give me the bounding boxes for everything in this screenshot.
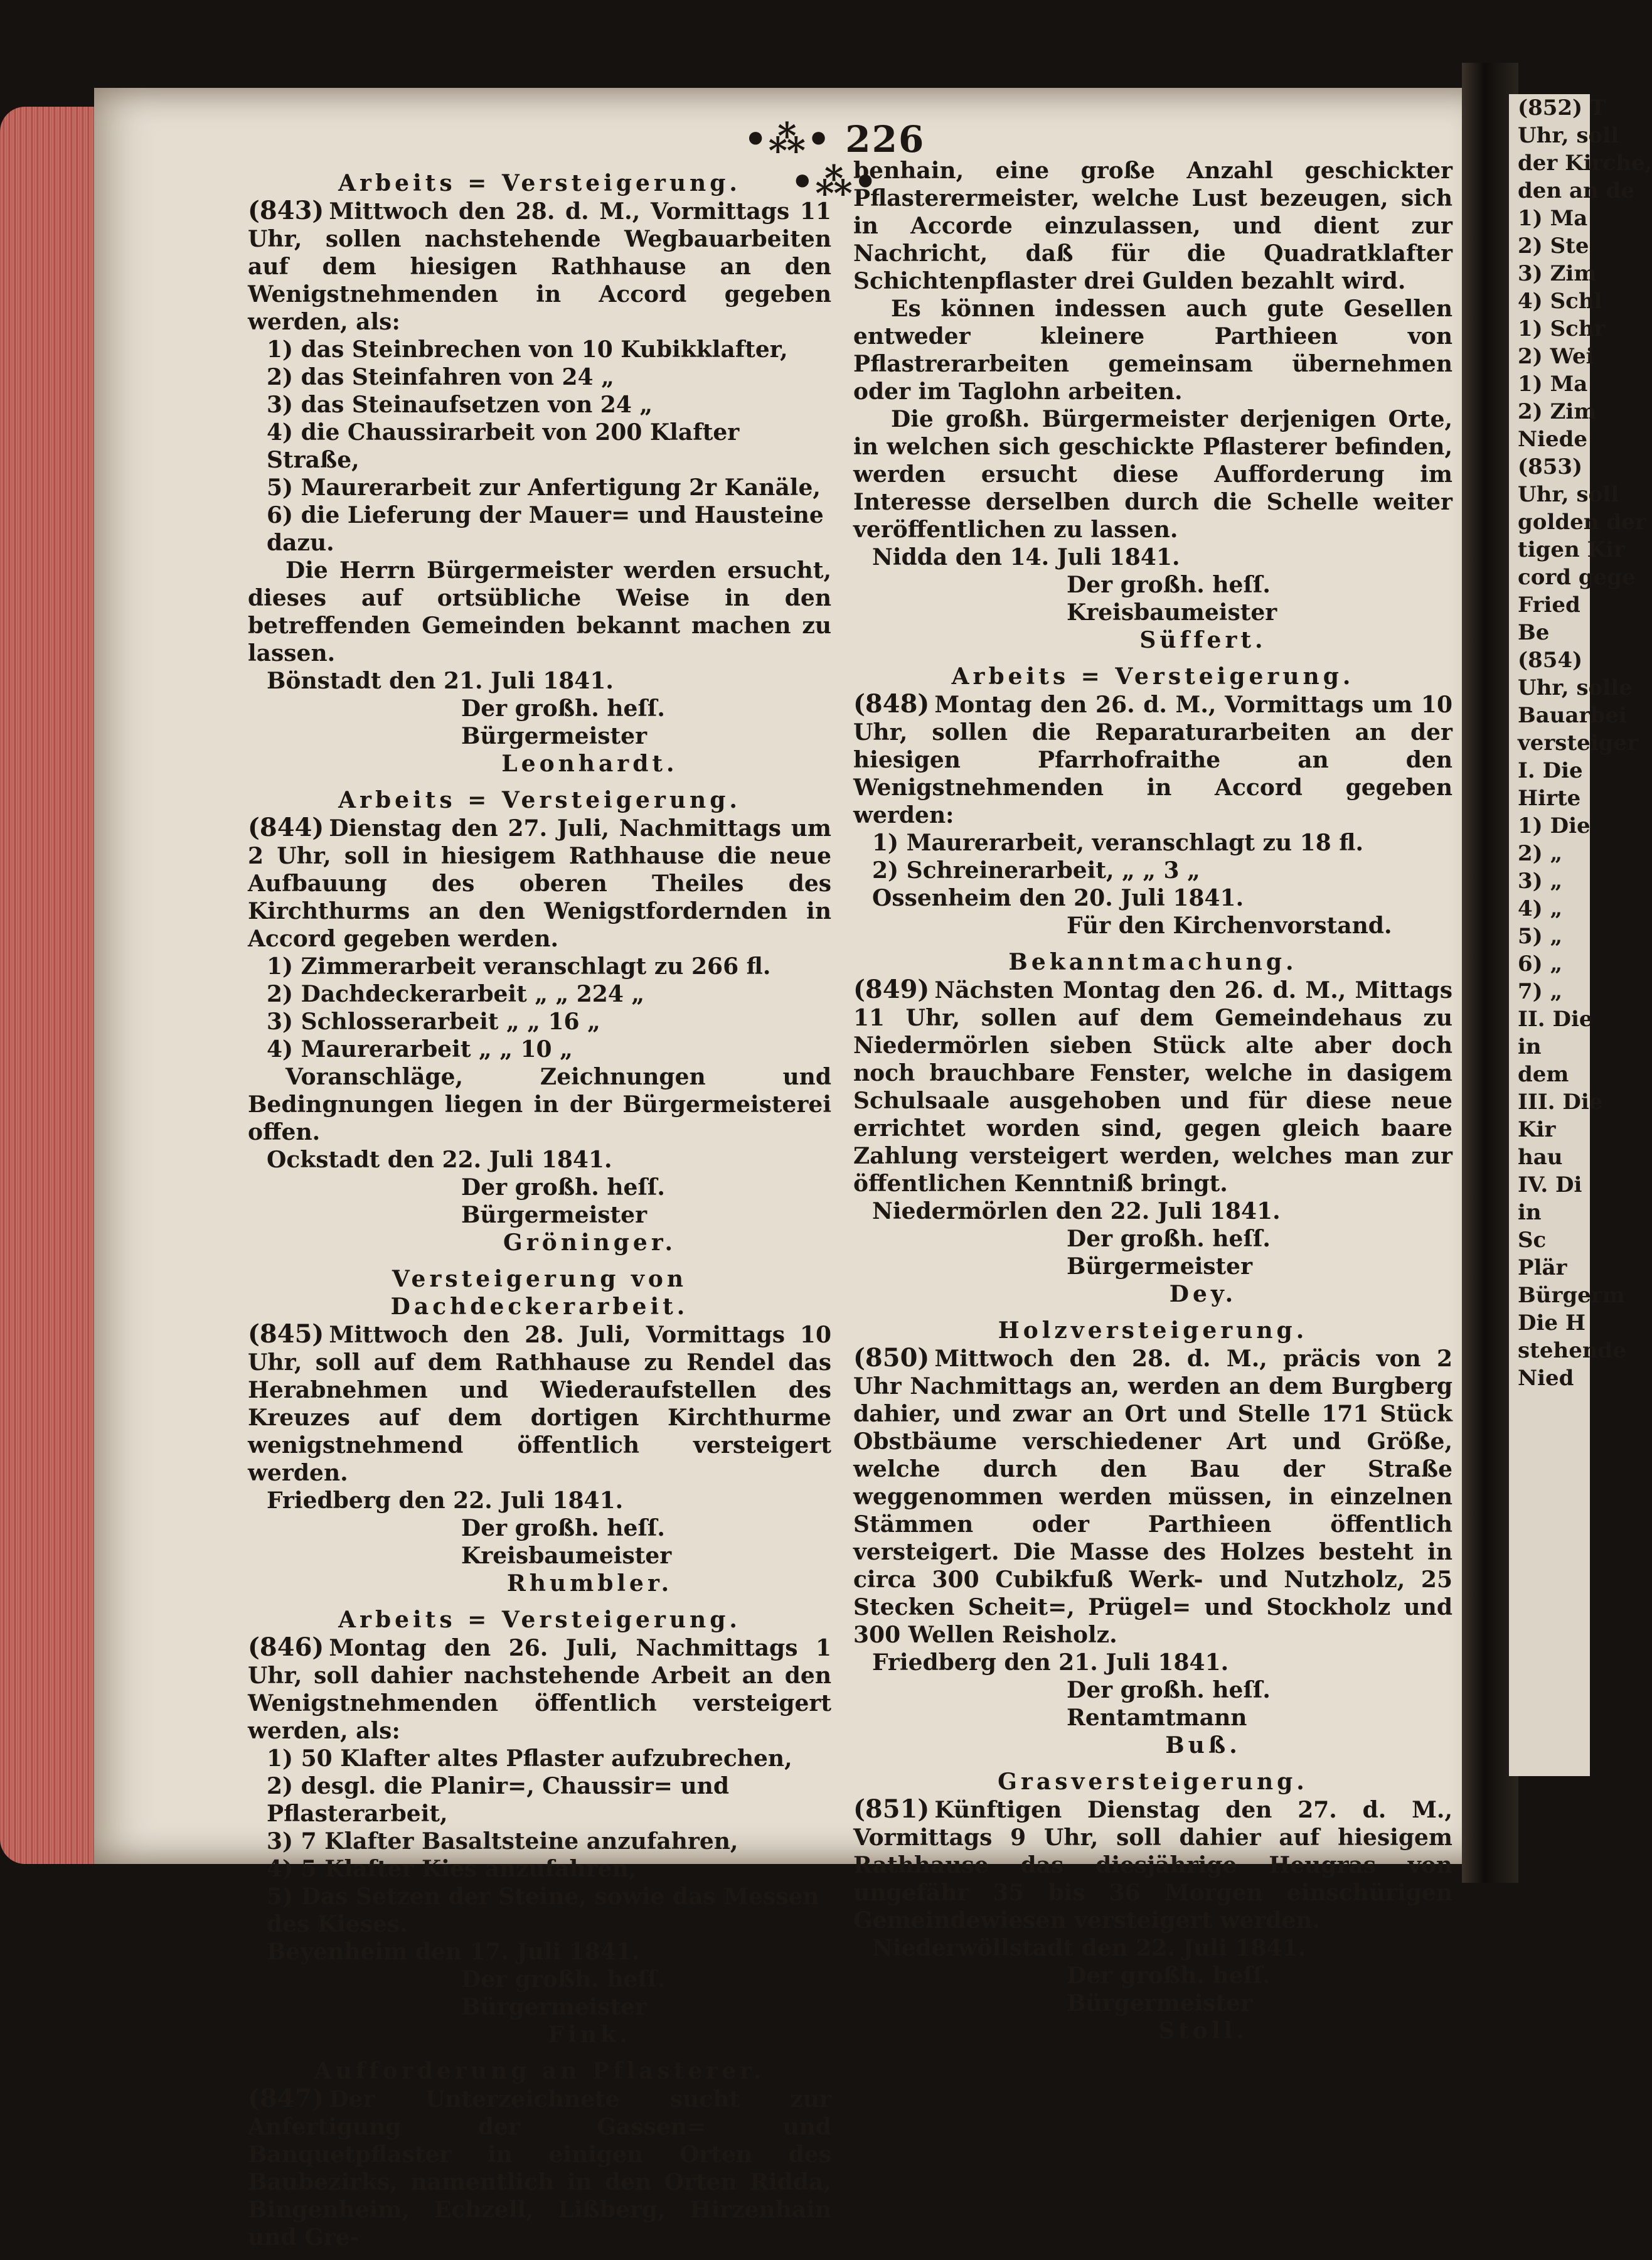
next-page-line: 1) Ma — [1518, 206, 1588, 231]
place-date: Ossenheim den 20. Juli 1841. — [872, 885, 1244, 911]
next-page-line: IV. Di — [1518, 1172, 1582, 1197]
signature-title: Der großh. heſſ. Bürgermeister — [1067, 1963, 1271, 2016]
notice-text: Mittwoch den 28. d. M., präcis von 2 Uhr Nachmittags an, werden an dem Burgberg dahier, und zwar an Ort und Stelle 171 Stück Obstbäume verschiedener Art und Größe, welche durch den Bau der Straße weggenommen werden müssen, in einzelnen Stämmen oder Parthieen öffentlich versteigert. Die Masse des Holzes besteht in circa 300 Cubikfuß Werk- und Nutzholz, 25 Stecken Scheit=, Prügel= und Stockholz und 300 Wellen Reisholz. — [853, 1346, 1452, 1648]
list-item: 6) die Lieferung der Mauer= und Hausteine dazu. — [267, 502, 824, 556]
notice-body — [248, 814, 831, 953]
ornament-left: •⁂• — [743, 118, 832, 161]
next-page-line: 1) Schr — [1518, 316, 1606, 341]
next-page-line: 4) „ — [1518, 896, 1563, 921]
list-item: 1) 50 Klafter altes Pflaster aufzubrechen, — [267, 1745, 792, 1772]
next-page-line: 5) „ — [1518, 924, 1563, 949]
notice-number: (845) — [248, 1319, 324, 1349]
place-date: Friedberg den 22. Juli 1841. — [267, 1487, 624, 1514]
notice — [853, 663, 1452, 940]
next-page-line: Plär — [1518, 1255, 1567, 1280]
notice-text: Dienstag den 27. Juli, Nachmittags um 2 Uhr, soll in hiesigem Rathhause die neue Aufbauung des oberen Theiles des Kirchthurms an den Wenigstfordernden in Accord gegeben werden. — [248, 815, 831, 952]
next-page-line: 6) „ — [1518, 951, 1563, 977]
notice-text: Mittwoch den 28. d. M., Vormittags 11 Uhr, sollen nachstehende Wegbauarbeiten auf dem hiesigen Rathhause an den Wenigstnehmenden in Accord gegeben werden, als: — [248, 198, 831, 335]
next-page-line: (852) T — [1518, 95, 1606, 120]
notice-paragraph: Es können indessen auch gute Gesellen entweder kleinere Parthieen von Pflastrerarbeiten gemeinsam übernehmen oder im Taglohn arbeiten. — [853, 296, 1452, 405]
next-page-line: (854) — [1518, 648, 1583, 673]
next-page-line: Sc — [1518, 1228, 1547, 1253]
next-page-line: Hirte — [1518, 786, 1581, 811]
signature-name: Buß. — [1165, 1732, 1241, 1759]
next-page-line: Kir — [1518, 1117, 1556, 1142]
list-item: 4) 5 Klafter Kies anzufahren, — [267, 1856, 637, 1882]
notice-body — [853, 1344, 1452, 1649]
notice-text: Der Unterzeichnete sucht zur Anfertigung der Gassen= und Banquetpflaster in einigen Orten des Baubezirks, namentlich in den Orten Ridda, Bingenheim, Echzell, Lißberg, Hirzenhain und Gre- — [248, 2086, 831, 2251]
signature-title: Der großh. heſſ. Kreisbaumeister — [461, 1515, 672, 1569]
notice-heading: Arbeits = Versteigerung. — [338, 170, 741, 196]
next-page-line: versteiger — [1518, 731, 1639, 756]
notice-text: Montag den 26. Juli, Nachmittags 1 Uhr, soll dahier nachstehende Arbeit an den Wenigstnehmenden öffentlich versteigert werden, als: — [248, 1635, 831, 1744]
next-page-line: I. Die — [1518, 758, 1583, 783]
notice-number: (850) — [853, 1343, 930, 1373]
place-date: Bönstadt den 21. Juli 1841. — [267, 668, 614, 694]
ornament-right: •⁂• — [791, 161, 878, 203]
next-page-line: 3) Zim — [1518, 261, 1597, 286]
signature-name: Dey. — [1169, 1281, 1237, 1307]
notice-heading: Arbeits = Versteigerung. — [951, 663, 1355, 690]
notice-body — [248, 1634, 831, 1745]
signature-title: Der großh. heſſ. Bürgermeister — [461, 1966, 665, 2020]
notice — [248, 1265, 831, 1597]
list-item: 4) Maurerarbeit „ „ 10 „ — [267, 1036, 573, 1063]
notice-heading: Grasversteigerung. — [998, 1769, 1308, 1795]
notice-heading: Arbeits = Versteigerung. — [338, 1607, 741, 1633]
notice-text: Montag den 26. d. M., Vormittags um 10 Uhr, sollen die Reparaturarbeiten an der hiesigen Pfarrhofraithe an den Wenigstnehmenden in Accord gegeben werden: — [853, 692, 1452, 828]
place-date: Ockstadt den 22. Juli 1841. — [267, 1147, 612, 1173]
notice-paragraph: Die großh. Bürgermeister derjenigen Orte, in welchen sich geschickte Pflasterer befinden, werden ersucht diese Aufforderung im Interesse derselben durch die Schelle weiter veröffentlichen zu lassen. — [853, 406, 1452, 543]
next-page-line: in — [1518, 1034, 1542, 1059]
signature-title: Für den Kirchenvorstand. — [1067, 913, 1392, 939]
notice-heading: Holzversteigerung. — [998, 1317, 1308, 1344]
next-page-line: hau — [1518, 1145, 1563, 1170]
list-item: 4) die Chaussirarbeit von 200 Klafter Straße, — [267, 419, 740, 473]
notice — [853, 157, 1452, 654]
signature-name: Stoll. — [1158, 2018, 1248, 2044]
place-date: Niederwöllstadt den 22. Juli 1841. — [872, 1935, 1306, 1961]
notice — [248, 169, 831, 778]
next-page-line: III. Die — [1518, 1090, 1603, 1115]
list-item: 2) Schreinerarbeit, „ „ 3 „ — [872, 857, 1200, 884]
next-page-line: Nied — [1518, 1366, 1574, 1391]
next-page-line: 4) Schl — [1518, 289, 1602, 314]
list-item: 5) Maurerarbeit zur Anfertigung 2r Kanäle, — [267, 474, 821, 501]
next-page-line: 2) Zim — [1518, 399, 1597, 424]
next-page-line: Fried — [1518, 592, 1580, 618]
next-page-line: Bauarbei — [1518, 703, 1627, 728]
signature-name: Gröninger. — [503, 1229, 677, 1256]
notice-heading: Versteigerung von Dachdeckerarbeit. — [390, 1266, 689, 1320]
notice-text: Nächsten Montag den 26. d. M., Mittags 11 Uhr, sollen auf dem Gemeindehaus zu Niedermörlen sieben Stück alte aber doch noch brauchbare Fenster, welche in dasigem Schulsaale ausgehoben und für diese neue errichtet worden sind, gegen gleich baare Zahlung versteigert werden, welches man zur öffentlichen Kenntniß bringt. — [853, 977, 1452, 1197]
next-page-line: 2) Ste — [1518, 233, 1589, 259]
next-page-line: den an de — [1518, 178, 1634, 203]
place-date: Nidda den 14. Juli 1841. — [872, 544, 1180, 570]
next-page-line: II. Die — [1518, 1007, 1593, 1032]
notice — [248, 1606, 831, 2048]
next-page-line: tigen Kir — [1518, 537, 1625, 562]
next-page-line: (853) — [1518, 454, 1583, 479]
notice — [853, 948, 1452, 1308]
list-item: 2) das Steinfahren von 24 „ — [267, 364, 614, 390]
notice-number: (847) — [248, 2084, 324, 2113]
notice-number: (849) — [853, 975, 930, 1004]
notice-heading: Bekanntmachung. — [1008, 949, 1298, 975]
next-page-line: Be — [1518, 620, 1550, 645]
notice-body — [853, 1796, 1452, 1934]
signature-name: Rhumbler. — [506, 1570, 673, 1597]
notice-number: (848) — [853, 689, 930, 719]
left-column — [248, 169, 831, 2260]
list-item: 3) Schlosserarbeit „ „ 16 „ — [267, 1009, 600, 1035]
next-page-line: 2) Wei — [1518, 344, 1594, 369]
notice-heading: Arbeits = Versteigerung. — [338, 787, 741, 813]
next-page-line: 2) „ — [1518, 841, 1563, 866]
list-item: 3) das Steinaufsetzen von 24 „ — [267, 392, 653, 418]
notice-number: (844) — [248, 813, 324, 842]
list-item: 2) desgl. die Planir=, Chaussir= und Pflasterarbeit, — [267, 1773, 729, 1827]
place-date: Friedberg den 21. Juli 1841. — [872, 1649, 1229, 1676]
list-item: 5) Das Setzen der Steine, sowie das Messen des Kieses. — [267, 1883, 819, 1937]
book-page-edges — [0, 107, 110, 1864]
signature-title: Der großh. heſſ. Kreisbaumeister — [1067, 572, 1277, 626]
notice-body — [248, 197, 831, 336]
place-date: Beyenheim den 17. Juli 1841. — [267, 1939, 640, 1965]
notice-body — [248, 2085, 831, 2251]
signature-title: Der großh. heſſ. Bürgermeister — [461, 695, 665, 749]
list-item: 1) das Steinbrechen von 10 Kubikklafter, — [267, 336, 788, 363]
signature-title: Der großh. heſſ. Bürgermeister — [1067, 1226, 1271, 1280]
notice-body — [853, 157, 1452, 295]
notice-text: Künftigen Dienstag den 27. d. M., Vormittags 9 Uhr, soll dahier auf hiesigem Rathhause das diesjährige Heugras von ungefähr 35 bis 36 Morgen einschürigen Gemeindewiesen versteigert werden. — [853, 1797, 1452, 1934]
place-date: Niedermörlen den 22. Juli 1841. — [872, 1198, 1281, 1224]
notice-heading: Aufforderung an Pflasterer. — [314, 2058, 765, 2084]
next-page-line: Uhr, soll — [1518, 482, 1619, 507]
next-page-line: dem — [1518, 1062, 1569, 1087]
list-item: 2) Dachdeckerarbeit „ „ 224 „ — [267, 981, 645, 1007]
notice-text: Mittwoch den 28. Juli, Vormittags 10 Uhr, soll auf dem Rathhause zu Rendel das Herabnehmen und Wiederaufstellen des Kreuzes auf dem dortigen Kirchthurme wenigstnehmend öffentlich versteigert werden. — [248, 1322, 831, 1486]
next-page-fragment — [1509, 94, 1652, 1776]
next-page-line: 1) Die — [1518, 813, 1591, 838]
notice-number: (843) — [248, 196, 324, 225]
list-item: 1) Maurerarbeit, veranschlagt zu 18 fl. — [872, 830, 1364, 856]
signature-title: Der großh. heſſ. Rentamtmann — [1067, 1677, 1271, 1731]
signature-title: Der großh. heſſ. Bürgermeister — [461, 1174, 665, 1228]
notice — [248, 786, 831, 1256]
notice-text: benhain, eine große Anzahl geschickter Pflasterermeister, welche Lust bezeugen, sich in Accorde einzulassen, und dient zur Nachricht, daß für die Quadratklafter Schichtenpflaster drei Gulden bezahlt wird. — [853, 158, 1452, 294]
next-page-line: Die H — [1518, 1310, 1585, 1336]
list-item: 1) Zimmerarbeit veranschlagt zu 266 fl. — [267, 953, 771, 980]
next-page-line: 1) Ma — [1518, 372, 1588, 397]
right-column — [853, 157, 1452, 2054]
signature-name: Süffert. — [1139, 627, 1267, 653]
next-page-line: golden der — [1518, 510, 1646, 535]
notice — [248, 2057, 831, 2251]
next-page-line: Uhr, solle — [1518, 675, 1633, 700]
next-page-line: Uhr, soll — [1518, 123, 1619, 148]
next-page-line: der Kirche, — [1518, 151, 1652, 176]
notice-number: (846) — [248, 1632, 324, 1662]
next-page-line: 3) „ — [1518, 869, 1563, 894]
next-page-line: 7) „ — [1518, 979, 1563, 1004]
notice-paragraph: Voranschläge, Zeichnungen und Bedingnungen liegen in der Bürgermeisterei offen. — [248, 1064, 831, 1145]
signature-name: Fink. — [548, 2022, 632, 2048]
notice-body — [853, 976, 1452, 1197]
next-page-line: cord gege — [1518, 565, 1636, 590]
page-number-value: 226 — [845, 118, 925, 161]
next-page-line: in — [1518, 1200, 1542, 1225]
notice-body — [248, 1320, 831, 1487]
signature-name: Leonhardt. — [501, 751, 678, 777]
next-page-line: Bürgerm — [1518, 1283, 1625, 1308]
next-page-line: stehende — [1518, 1338, 1626, 1363]
list-item: 3) 7 Klafter Basaltsteine anzufahren, — [267, 1828, 738, 1855]
notice-paragraph: Die Herrn Bürgermeister werden ersucht, dieses auf ortsübliche Weise in den betreffenden Gemeinden bekannt machen zu lassen. — [248, 557, 831, 667]
notice-body — [853, 690, 1452, 829]
notice — [853, 1317, 1452, 1759]
next-page-line: Niede — [1518, 427, 1588, 452]
notice — [853, 1768, 1452, 2045]
notice-number: (851) — [853, 1794, 930, 1824]
